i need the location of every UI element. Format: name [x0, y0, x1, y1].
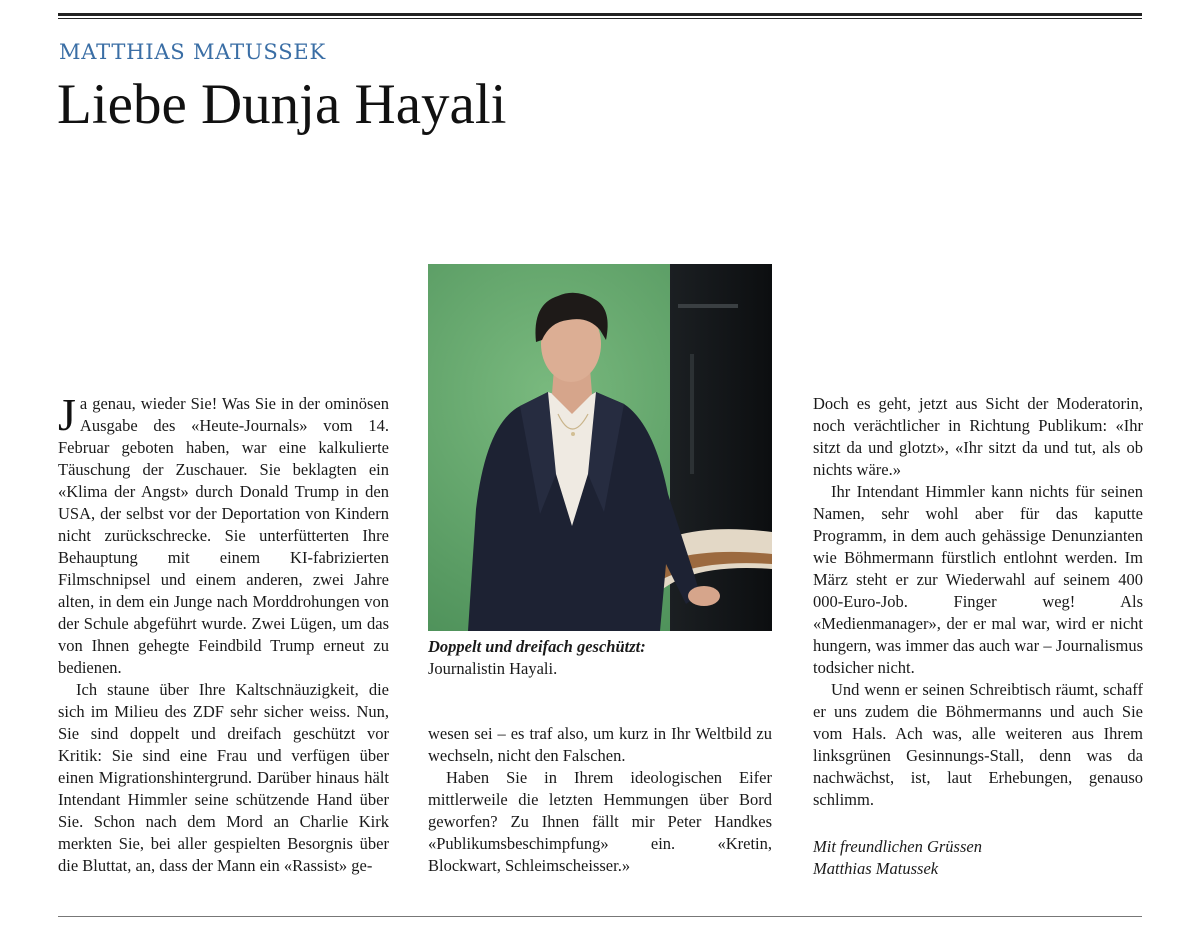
paragraph: Haben Sie in Ihrem ideologischen Eifer mittlerweile die letzten Hemmungen über Bord geworfen? Zu Ihnen fällt mir Peter Handkes «Publikumsbeschimpfung» ein. «Kretin, Blockwart, Schleimscheisser.» [428, 768, 772, 875]
text-column-2 [428, 723, 772, 877]
paragraph: wesen sei – es traf also, um kurz in Ihr Weltbild zu wechseln, nicht den Falschen. [428, 724, 772, 765]
text-column-1 [58, 389, 389, 877]
author-kicker: MATTHIAS MATUSSEK [59, 40, 327, 64]
signoff-name: Matthias Matussek [813, 859, 939, 878]
caption-text: Journalistin Hayali. [428, 659, 558, 678]
paragraph-text: a genau, wieder Sie! Was Sie in der ominösen Ausgabe des «Heute-Journals» vom 14. Februar geboten haben, war eine kalkulierte Täuschung der Zuschauer. Sie beklagten ein «Klima der Angst» durch Donald Trump in den USA, der selbst vor der Deportation von Kindern nicht zurückschrecke. Sie unterfütterten Ihre Behauptung mit einem KI-fabrizierten Filmschnipsel und einem anderen, zwei Jahre alten, in dem ein Junge nach Morddrohungen von der Schule abgeführt wurde. Zwei Lügen, um das von Ihnen gehegte Feindbild Trump erneut zu bedienen. [58, 394, 389, 677]
top-rule-thin [58, 18, 1142, 19]
paragraph: Und wenn er seinen Schreibtisch räumt, schaff er uns zudem die Böhmermanns und auch Sie vom Hals. Ach was, alle weiteren aus Ihrem linksgrünen Gesinnungs-Stall, denn was da nachwächst, ist, laut Erhebungen, genauso schlimm. [813, 680, 1143, 809]
text-column-3 [813, 393, 1143, 811]
signoff [813, 836, 1143, 880]
top-rule-thick [58, 13, 1142, 16]
caption-lead: Doppelt und dreifach geschützt: [428, 637, 646, 656]
paragraph: Doch es geht, jetzt aus Sicht der Moderatorin, noch verächtlicher in Richtung Publikum: «Ihr sitzt da und glotzt», «Ihr sitzt da und tut, als ob nichts wäre.» [813, 394, 1143, 479]
paragraph: Ich staune über Ihre Kaltschnäuzigkeit, die sich im Milieu des ZDF sehr sicher weiss. Nun, Sie sind doppelt und dreifach geschützt vor Kritik: Sie sind eine Frau und verfügen über einen Migrationshintergrund. Darüber hinaus hält Intendant Himmler seine schützende Hand über Sie. Schon nach dem Mord an Charlie Kirk merkten Sie, bei aller gespielten Besorgnis über die Bluttat, an, dass der Mann ein «Rassist» ge- [58, 680, 389, 875]
bottom-rule [58, 916, 1142, 917]
dropcap: J [58, 389, 76, 440]
paragraph: Ihr Intendant Himmler kann nichts für seinen Namen, sehr wohl aber für das kaputte Programm, in dem auch gehässige Denunzianten wie Böhmermann fürstlich entlohnt werden. Im März steht er zur Wiederwahl auf seinem 400 000-Euro-Job. Finger weg! Als «Medienmanager», der er mal war, wird er nicht hungern, was immer das auch war – Journalismus todsicher nicht. [813, 482, 1143, 677]
signoff-greeting: Mit freundlichen Grüssen [813, 837, 982, 856]
portrait-photo [428, 264, 772, 631]
headline: Liebe Dunja Hayali [57, 73, 507, 136]
paragraph [58, 389, 389, 679]
photo-caption [428, 636, 772, 680]
